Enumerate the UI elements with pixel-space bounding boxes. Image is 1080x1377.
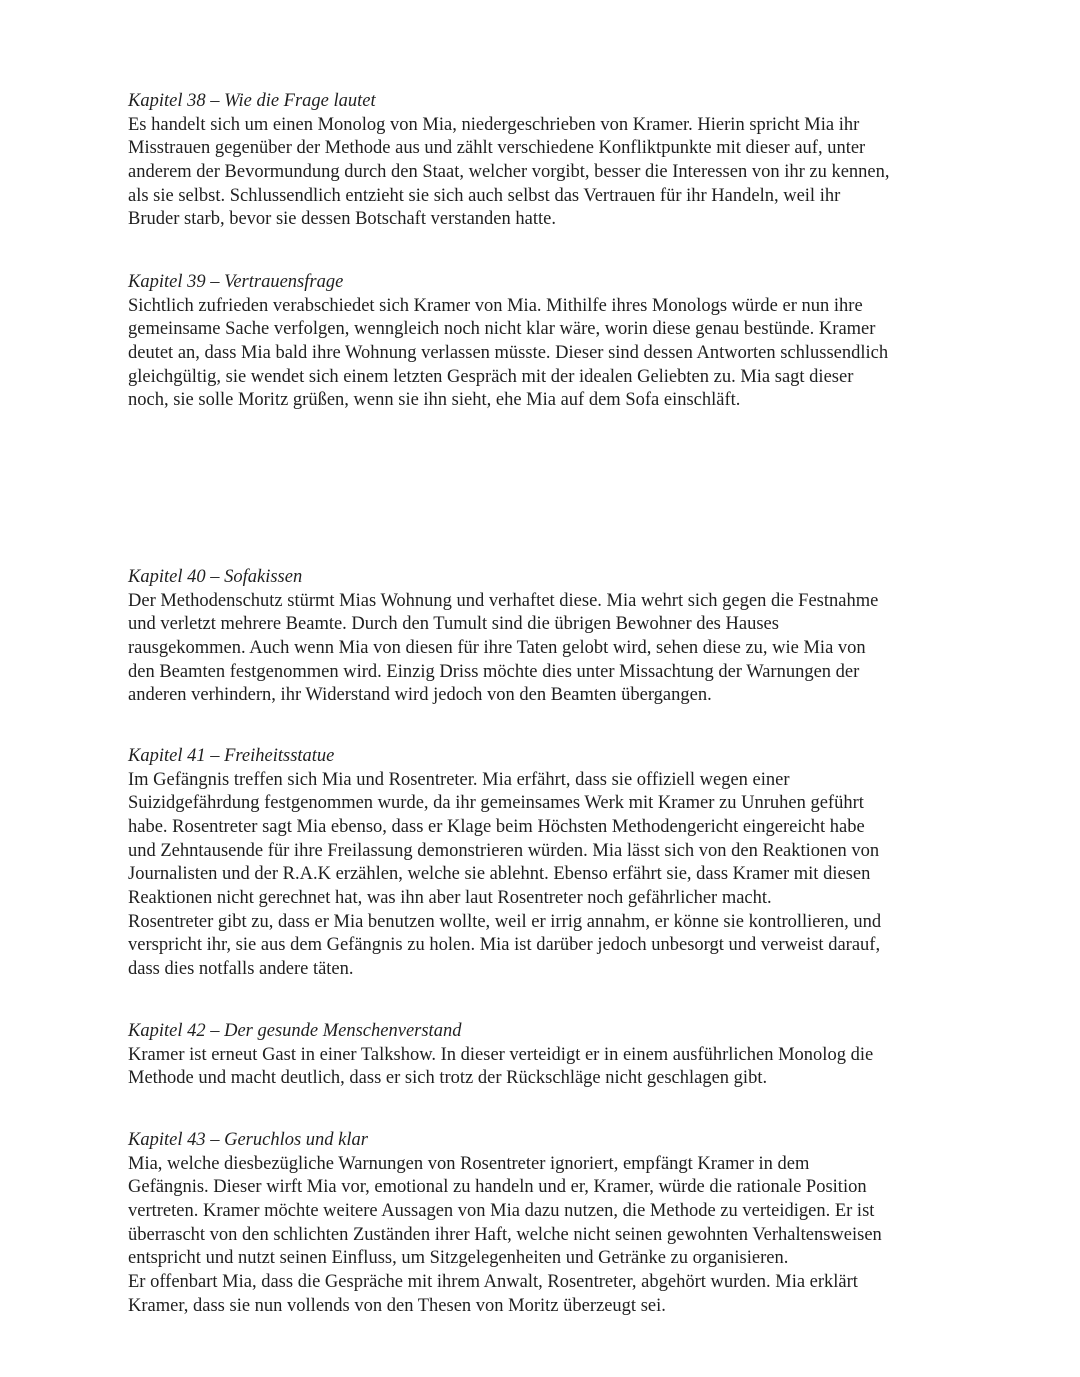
text-line: gemeinsame Sache verfolgen, wenngleich noch nicht klar wäre, worin diese genau bestünde. Kramer: [128, 319, 876, 340]
text-line: habe. Rosentreter sagt Mia ebenso, dass er Klage beim Höchsten Methodengericht eingereicht habe: [128, 816, 865, 837]
text-line: Sichtlich zufrieden verabschiedet sich Kramer von Mia. Mithilfe ihres Monologs würde er nun ihre: [128, 295, 863, 316]
chapter-title: Kapitel 42 – Der gesunde Menschenverstand: [128, 1021, 462, 1041]
text-line: Rosentreter gibt zu, dass er Mia benutzen wollte, weil er irrig annahm, er könne sie kontrollieren, und: [128, 911, 882, 932]
text-line: Im Gefängnis treffen sich Mia und Rosentreter. Mia erfährt, dass sie offiziell wegen einer: [128, 769, 790, 790]
chapter-paragraph: [128, 1271, 960, 1318]
text-line: Bruder starb, bevor sie dessen Botschaft verstanden hatte.: [128, 209, 556, 230]
text-line: deutet an, dass Mia bald ihre Wohnung verlassen müsste. Dieser sind dessen Antworten schlussendlich: [128, 342, 889, 363]
text-line: gleichgültig, sie wendet sich einem letzten Gespräch mit der idealen Geliebten zu. Mia sagt dieser: [128, 366, 854, 387]
chapter-paragraph: [128, 1153, 960, 1272]
chapter-39: [128, 271, 960, 413]
text-line: als sie selbst. Schlussendlich entzieht sie sich auch selbst das Vertrauen für ihr Handeln, weil ihr: [128, 185, 841, 206]
text-line: Er offenbart Mia, dass die Gespräche mit ihrem Anwalt, Rosentreter, abgehört wurden. Mia erklärt: [128, 1272, 858, 1293]
text-line: Gefängnis. Dieser wirft Mia vor, emotional zu handeln und er, Kramer, würde die rationale Position: [128, 1177, 867, 1198]
text-line: verspricht ihr, sie aus dem Gefängnis zu holen. Mia ist darüber jedoch unbesorgt und verweist darauf,: [128, 935, 881, 956]
chapter-43: [128, 1129, 960, 1318]
text-line: noch, sie solle Moritz grüßen, wenn sie ihn sieht, ehe Mia auf dem Sofa einschläft.: [128, 390, 741, 411]
text-line: überrascht von den schlichten Zuständen ihrer Haft, welche nicht seinen gewohnten Verhaltensweisen: [128, 1224, 882, 1245]
chapter-paragraph: [128, 911, 960, 982]
chapter-title: Kapitel 40 – Sofakissen: [128, 567, 303, 587]
chapter-38: [128, 90, 960, 232]
chapter-41: [128, 745, 960, 982]
text-line: Suizidgefährdung festgenommen wurde, da ihr gemeinsames Werk mit Kramer zu Unruhen geführt: [128, 793, 864, 814]
text-line: Misstrauen gegenüber der Methode aus und zählt verschiedene Konfliktpunkte mit dieser auf, unter: [128, 138, 866, 159]
text-line: Es handelt sich um einen Monolog von Mia, niedergeschrieben von Kramer. Hierin spricht Mia ihr: [128, 114, 860, 135]
text-line: rausgekommen. Auch wenn Mia von diesen für ihre Taten gelobt wird, sehen diese zu, wie Mia von: [128, 637, 866, 658]
text-line: vertreten. Kramer möchte weitere Aussagen von Mia dazu nutzen, die Methode zu verteidigen. Er ist: [128, 1200, 875, 1221]
chapter-title: Kapitel 41 – Freiheitsstatue: [128, 746, 335, 766]
chapter-40: [128, 566, 960, 708]
chapter-paragraph: [128, 590, 960, 709]
text-line: Mia, welche diesbezügliche Warnungen von Rosentreter ignoriert, empfängt Kramer in dem: [128, 1153, 810, 1174]
text-line: den Beamten festgenommen wird. Einzig Driss möchte dies unter Missachtung der Warnungen der: [128, 661, 860, 682]
text-line: und Zehntausende für ihre Freilassung demonstrieren würden. Mia lässt sich von den Reaktionen von: [128, 840, 880, 861]
text-line: Kramer, dass sie nun vollends von den Thesen von Moritz überzeugt sei.: [128, 1295, 666, 1316]
chapter-paragraph: [128, 114, 960, 233]
chapter-paragraph: [128, 769, 960, 911]
chapter-paragraph: [128, 1044, 960, 1091]
text-line: und verletzt mehrere Beamte. Durch den Tumult sind die übrigen Bewohner des Hauses: [128, 614, 779, 635]
text-line: Der Methodenschutz stürmt Mias Wohnung und verhaftet diese. Mia wehrt sich gegen die Festnahme: [128, 590, 879, 611]
text-line: dass dies notfalls andere täten.: [128, 959, 354, 980]
chapter-title: Kapitel 39 – Vertrauensfrage: [128, 272, 344, 292]
text-line: Kramer ist erneut Gast in einer Talkshow. In dieser verteidigt er in einem ausführlichen Monolog die: [128, 1044, 874, 1065]
text-line: Journalisten und der R.A.K erzählen, welche sie ablehnt. Ebenso erfährt sie, dass Kramer mit diesen: [128, 864, 871, 885]
text-line: Methode und macht deutlich, dass er sich trotz der Rückschläge nicht geschlagen gibt.: [128, 1068, 768, 1089]
text-line: entspricht und nutzt seinen Einfluss, um Sitzgelegenheiten und Getränke zu organisieren.: [128, 1248, 789, 1269]
chapter-42: [128, 1020, 960, 1091]
chapter-title: Kapitel 38 – Wie die Frage lautet: [128, 91, 376, 111]
chapter-title: Kapitel 43 – Geruchlos und klar: [128, 1130, 368, 1150]
text-line: anderem der Bevormundung durch den Staat, welcher vorgibt, besser die Interessen von ihr zu kennen,: [128, 161, 890, 182]
text-line: anderen verhindern, ihr Widerstand wird jedoch von den Beamten übergangen.: [128, 685, 712, 706]
chapter-paragraph: [128, 295, 960, 414]
text-line: Reaktionen nicht gerechnet hat, was ihn aber laut Rosentreter noch gefährlicher macht.: [128, 888, 772, 909]
